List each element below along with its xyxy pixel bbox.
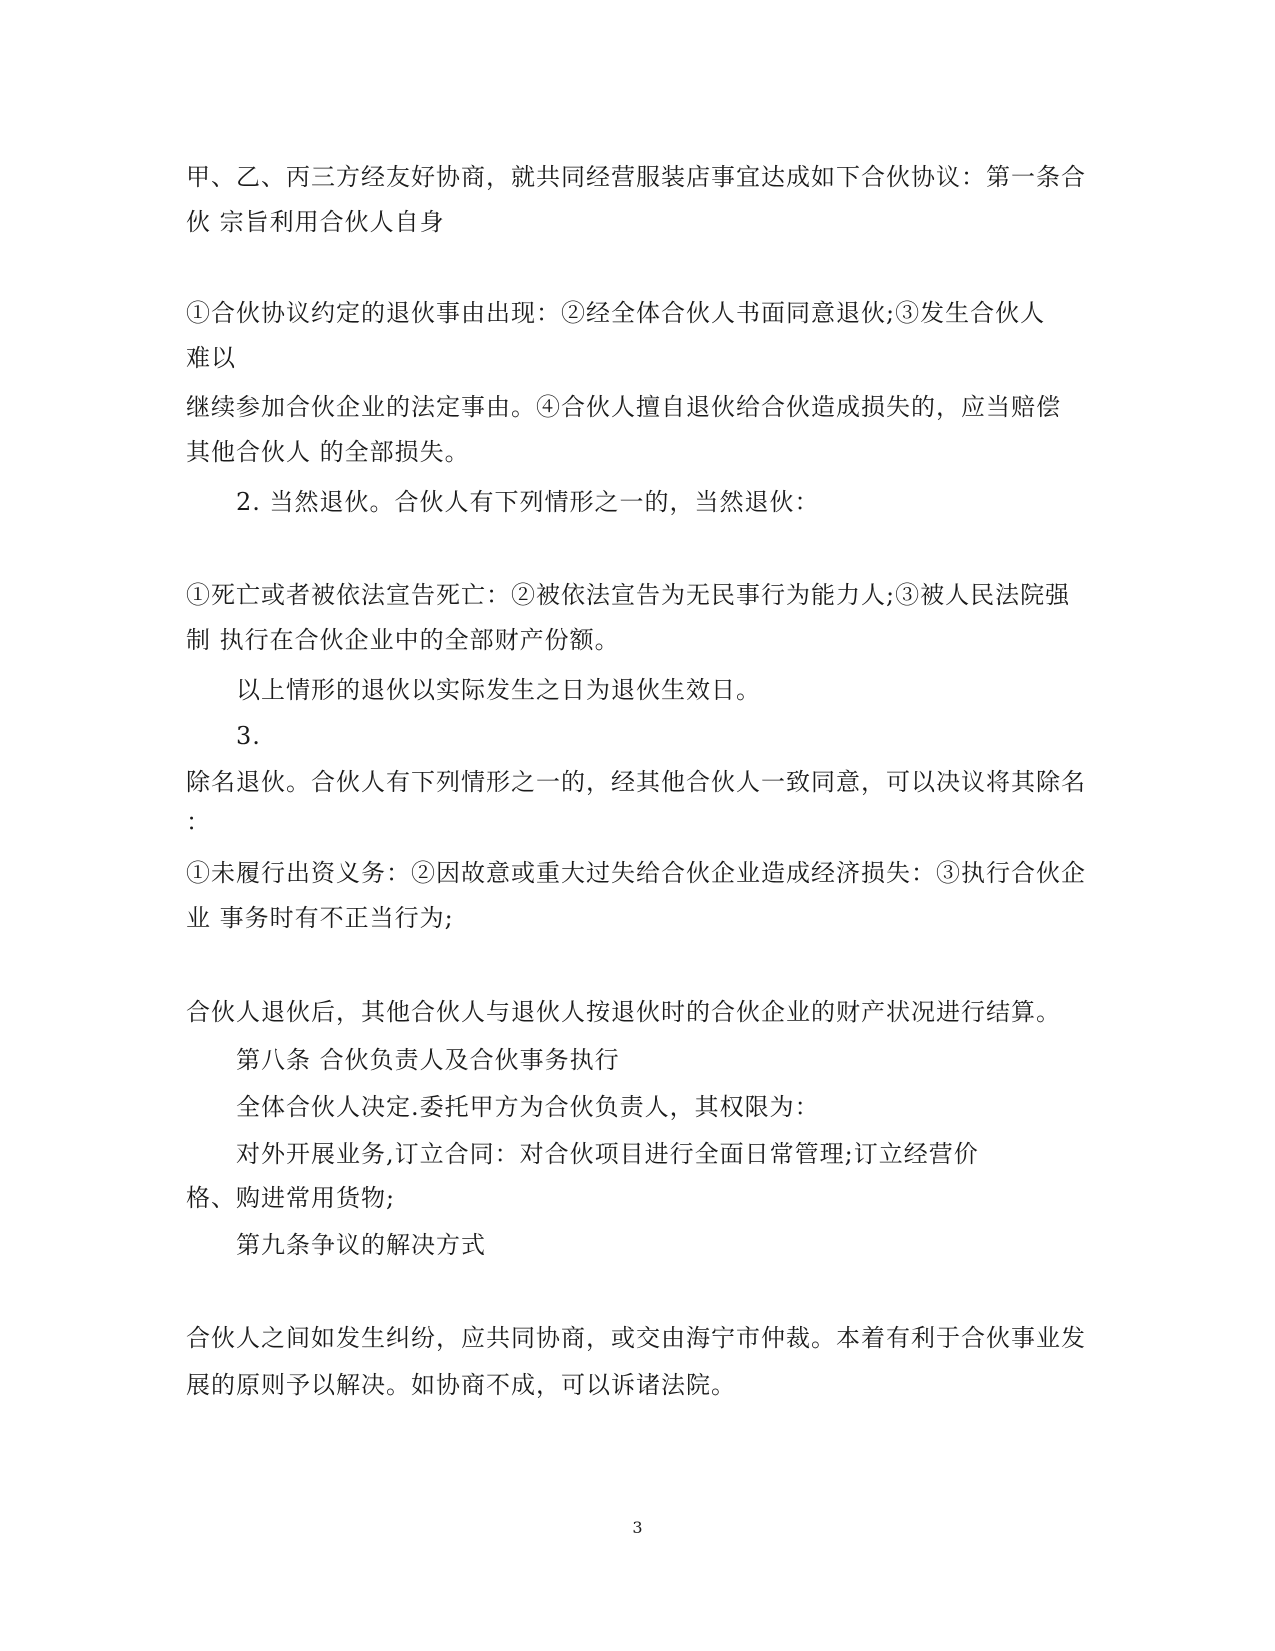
text-line: 展的原则予以解决。如协商不成，可以诉诸法院。	[186, 1371, 736, 1399]
text-line: 全体合伙人决定.委托甲方为合伙负责人，其权限为：	[236, 1093, 820, 1121]
text-line: 第八条 合伙负责人及合伙事务执行	[236, 1046, 620, 1074]
text-line: 继续参加合伙企业的法定事由。④合伙人擅自退伙给合伙造成损失的，应当赔偿	[186, 393, 1061, 421]
text-line: ①合伙协议约定的退伙事由出现：②经全体合伙人书面同意退伙;③发生合伙人	[186, 299, 1046, 327]
text-line: 难以	[186, 344, 236, 372]
text-line: 合伙人退伙后，其他合伙人与退伙人按退伙时的合伙企业的财产状况进行结算。	[186, 998, 1061, 1026]
text-line: 业 事务时有不正当行为;	[186, 904, 454, 932]
text-line: 对外开展业务,订立合同：对合伙项目进行全面日常管理;订立经营价	[236, 1140, 979, 1168]
text-line: 第九条争议的解决方式	[236, 1231, 486, 1259]
text-line: 制 执行在合伙企业中的全部财产份额。	[186, 626, 620, 654]
text-line: 3.	[236, 722, 261, 750]
text-line: 以上情形的退伙以实际发生之日为退伙生效日。	[236, 676, 761, 704]
text-line: 伙 宗旨利用合伙人自身	[186, 208, 445, 236]
text-line: ①未履行出资义务：②因故意或重大过失给合伙企业造成经济损失：③执行合伙企	[186, 859, 1086, 887]
text-line: ：	[186, 808, 211, 836]
text-line: 格、购进常用货物;	[186, 1184, 396, 1212]
text-line: 2. 当然退伙。合伙人有下列情形之一的，当然退伙：	[236, 488, 820, 516]
page-number: 3	[632, 1518, 643, 1537]
text-line: 甲、乙、丙三方经友好协商，就共同经营服装店事宜达成如下合伙协议：第一条合	[186, 163, 1086, 191]
text-line: ①死亡或者被依法宣告死亡：②被依法宣告为无民事行为能力人;③被人民法院强	[186, 581, 1071, 609]
text-line: 其他合伙人 的全部损失。	[186, 438, 470, 466]
text-line: 合伙人之间如发生纠纷，应共同协商，或交由海宁市仲裁。本着有利于合伙事业发	[186, 1324, 1086, 1352]
text-line: 除名退伙。合伙人有下列情形之一的，经其他合伙人一致同意，可以决议将其除名	[186, 768, 1086, 796]
